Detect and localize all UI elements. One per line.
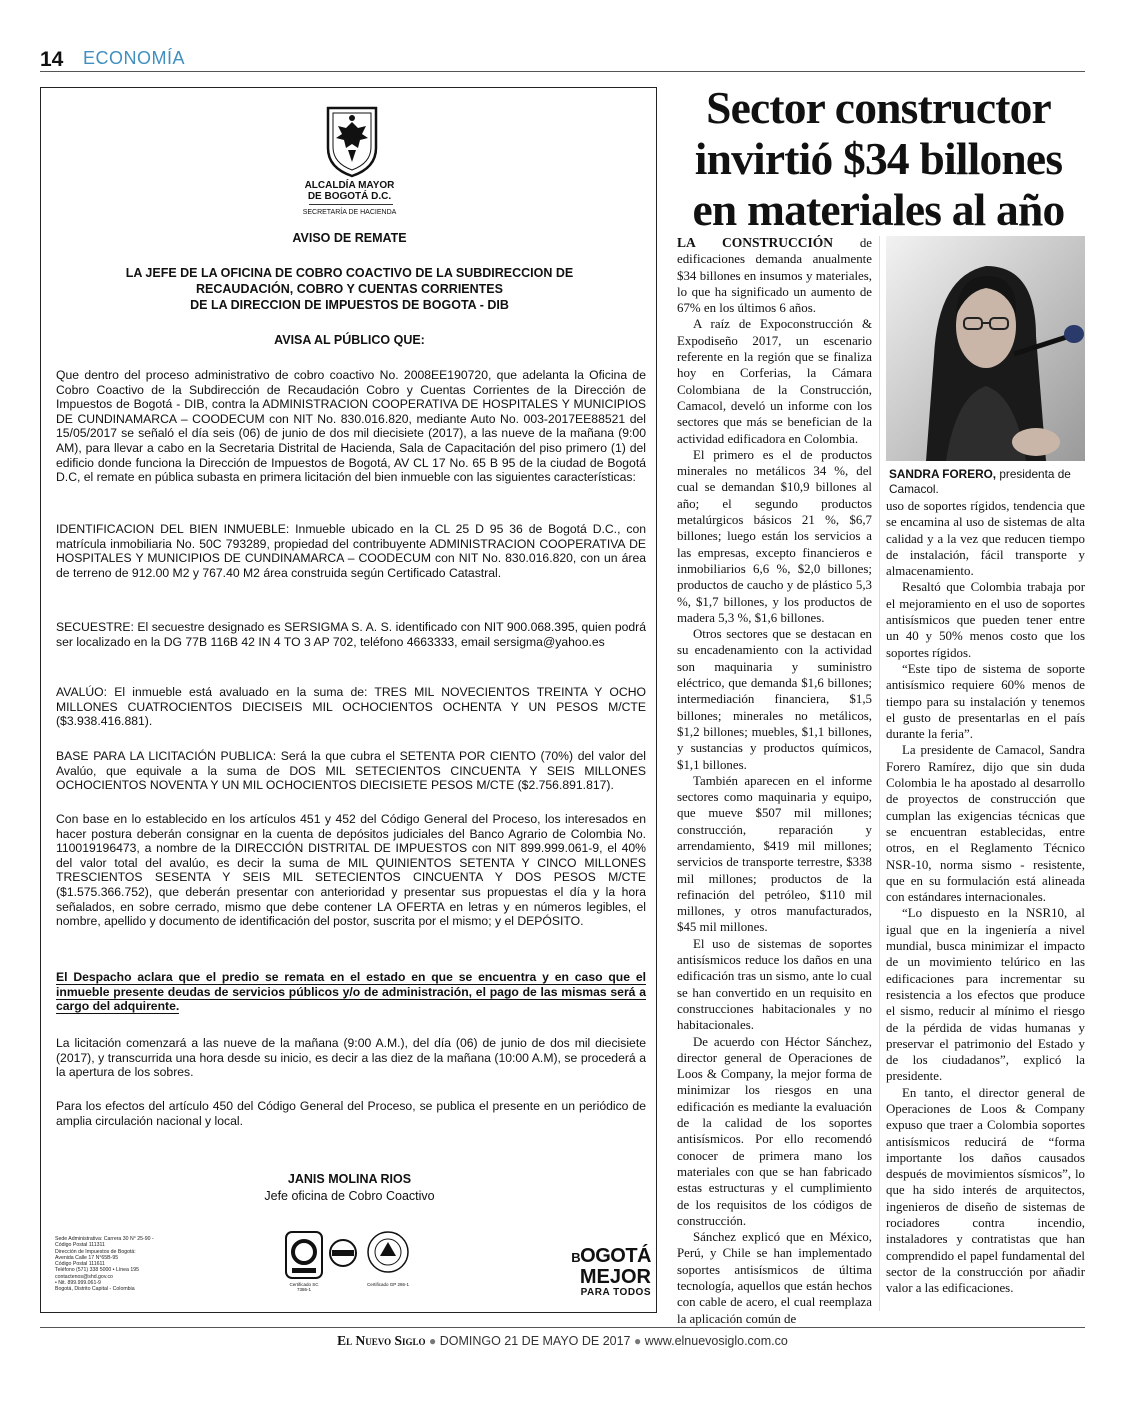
- article-paragraph: De acuerdo con Héctor Sánchez, director general de Operaciones de Loos & Company, la mejor forma de minimizar los riesgos en una edificación es mediante la evaluación de la calidad de los soportes antisísmicos. Por ello recomendó conocer de primera mano los materiales con que se han fabricado estas estructuras y el cumplimiento de los requisitos de los códigos de construcción.: [677, 1034, 872, 1228]
- address-line: Sede Administrativa: Carrera 30 N° 25-90 -: [55, 1236, 154, 1242]
- article-paragraph: En tanto, el director general de Operaciones de Loos & Company expuso que traer a Colombia soportes antisísmicos reducirá de “forma importante los daños causados después de movimientos sísmicos”, lo que ha sido interés de arquitectos, ingenieros de diseño de sistemas de rociadores contra incendio, instaladores y contratistas que han comprendido el papel fundamental del sector de la construcción por añadir valor a las edificaciones.: [886, 1085, 1085, 1296]
- website-url: www.elnuevosiglo.com.co: [644, 1334, 788, 1348]
- header-rule: [40, 71, 1085, 72]
- headline-line: Sector constructor: [706, 82, 1051, 133]
- article-paragraph: El primero es el de productos minerales no metálicos 34 %, del cual se demandan $10,9 billones al año; el segundo productos metalúrgicos básicos 21 %, $6,7 billones; luego están los servicios a las empresas, excepto financieros e inmobiliarios 6,6 %, $2,0 billones; productos de caucho y de plástico 5,3 %, $1,7 billones, y los productos de madera 5,3 %, $1,6 billones.: [677, 447, 872, 625]
- logo-letter: B: [571, 1250, 581, 1265]
- cert-label: Certificado SC 7386-1: [289, 1282, 319, 1292]
- article-paragraph: Otros sectores que se destacan en su encadenamiento con la actividad son maquinaria y suministro eléctrico, que demanda $1,6 billones; intermediación financiera, $1,5 billones; minerales no metálicos, $1,2 billones; muebles, $1,1 billones, y sustancias y productos químicos, $1,1 billones.: [677, 627, 872, 772]
- article-column-2: [886, 498, 1085, 1297]
- notice-paragraph: BASE PARA LA LICITACIÓN PUBLICA: Será la que cubra el SETENTA POR CIENTO (70%) del valor del Avalúo, que equivale a la suma de DOS MIL SETECIENTOS CINCUENTA Y SEIS MILLONES OCHOCIENTOS NOVENTA Y UN MIL OCHOCIENTOS DIECISIETE PESOS M/CTE ($2.756.891.817).: [56, 749, 646, 793]
- issue-date: DOMINGO 21 DE MAYO DE 2017: [439, 1334, 631, 1348]
- notice-paragraph: Con base en lo establecido en los artículos 451 y 452 del Código General del Proceso, los interesados en hacer postura deberán consignar en la cuenta de depósitos judiciales del Banco Agrario de Colombia No. 110019196473, a nombre de la DIRECCIÓN DISTRITAL DE IMPUESTOS con NIT 899.999.061-9, el 40% del valor total del avalúo, es decir la suma de MIL QUINIENTOS SETENTA Y CINCO MILLONES TRESCIENTOS SESENTA Y SEIS MIL SETECIENTOS CINCUENTA Y DOS PESOS M/CTE ($1.575.366.752), que deberán presentar con anterioridad y presentar sus propuestas el día y la hora señalados, en sobre cerrado, mismo que debe contener LA OFERTA en letras y en números legibles, el nombre, apellido y documento de identificación del postor, suscrita por el mismo; y el DEPÓSITO.: [56, 812, 646, 929]
- lead-caps: LA CONSTRUCCIÓN: [677, 235, 833, 250]
- notice-issuer: [41, 265, 658, 313]
- logo-line-1: [561, 1246, 651, 1268]
- issuer-line: LA JEFE DE LA OFICINA DE COBRO COACTIVO DE LA SUBDIRECCION DE: [125, 266, 574, 280]
- notice-paragraph: AVALÚO: El inmueble está avaluado en la suma de: TRES MIL NOVECIENTOS TREINTA Y OCHO MILLONES CUATROCIENTOS DIECISEIS MIL OCHOCIENTOS OCHENTA Y UN PESOS M/CTE ($3.938.416.881).: [56, 685, 646, 729]
- address-line: Teléfono (571) 338 5000 • Línea 195: [55, 1267, 140, 1274]
- address-line: Bogotá, Distrito Capital - Colombia: [55, 1286, 135, 1293]
- lead-text: de edificaciones demanda anualmente $34 billones en insumos y materiales, lo que ha significado un aumento de 67% en los últimos 6 años.: [677, 236, 872, 316]
- office-address: [55, 1236, 185, 1293]
- bullet-icon: ●: [428, 1334, 437, 1348]
- notice-title: AVISO DE REMATE: [292, 231, 407, 245]
- notice-avisa: AVISA AL PÚBLICO QUE:: [274, 333, 425, 347]
- logo-line-2: MEJOR: [579, 1266, 651, 1288]
- page-footer: [0, 1333, 1125, 1349]
- auction-notice: [40, 87, 657, 1313]
- issuer-line: DE LA DIRECCION DE IMPUESTOS DE BOGOTA - DIB: [190, 298, 509, 312]
- footer-rule: [40, 1327, 1085, 1328]
- address-line: • Nit. 899.999.061-9: [55, 1280, 101, 1287]
- crest-rule: [309, 204, 393, 205]
- article-paragraph: Resaltó que Colombia trabaja por el mejoramiento en el uso de soportes antisísmicos que pueden tener entre un 40 y 50% menos costo que los soportes rígidos.: [886, 580, 1085, 660]
- bullet-icon: ●: [633, 1334, 642, 1348]
- notice-paragraph: Que dentro del proceso administrativo de cobro coactivo No. 2008EE190720, que adelanta la Oficina de Cobro Coactivo de la Subdirección de Recaudación Cobro y Cuentas Corrientes de la Dirección de Impuestos de Bogotá - DIB, contra la ADMINISTRACION COOPERATIVA DE HOSPITALES Y MUNICIPIOS DE CUNDINAMARCA – COODECUM con NIT No. 830.016.820, mediante Auto No. 003-2017EE88521 del 15/05/2017 se señaló el día seis (06) de junio de dos mil diecisiete (2017), a las nueve de la mañana (9:00 AM), para llevar a cabo en la Secretaria Distrital de Hacienda, Sala de Capacitación del piso primero (1) del edificio donde funciona la Dirección de Impuestos de Bogotá, AV CL 17 No. 65 B 95 de la ciudad de Bogotá D.C, el remate en pública subasta en primera licitación del bien inmueble con las siguientes características:: [56, 368, 646, 485]
- column-divider: [879, 236, 880, 1311]
- photo-caption: [889, 467, 1085, 497]
- article-paragraph: “Lo dispuesto en la NSR10, al igual que en la ingeniería a nivel mundial, busca minimizar el impacto de un movimiento telúrico en las edificaciones para incrementar su resistencia a los efectos que produce el sismo, reducir al mínimo el riesgo de la pérdida de vidas humanas y preservar el patrimonio del Estado y de los ciudadanos”, explicó la presidente.: [886, 906, 1085, 1084]
- crest-line-1: ALCALDÍA MAYOR: [304, 180, 395, 191]
- article-paragraph: “Este tipo de sistema de soporte antisísmico requiere 60% menos de tiempo para su instalación y tenemos el gusto de presentarlas en el país durante la feria”.: [886, 661, 1085, 742]
- issuer-line: RECAUDACIÓN, COBRO Y CUENTAS CORRIENTES: [196, 282, 503, 296]
- caption-role: presidenta de Camacol.: [889, 467, 1071, 496]
- notice-paragraph: SECUESTRE: El secuestre designado es SERSIGMA S. A. S. identificado con NIT 900.068.395, quien podrá ser localizado en la DG 77B 116B 42 IN 4 TO 3 AP 702, teléfono 4663333, email sersigma@yahoo.es: [56, 620, 646, 649]
- article-headline: [672, 82, 1085, 235]
- article-paragraph: [677, 235, 872, 316]
- iqnet-seal-icon: [328, 1238, 358, 1278]
- newspaper-name: El Nuevo Siglo: [337, 1333, 426, 1348]
- quality-seal-icon: [366, 1230, 410, 1282]
- clarification-text: El Despacho aclara que el predio se remata en el estado en que se encuentra y en caso que el inmueble presente deudas de servicios públicos y/o de administración, el pago de las mismas será a cargo del adquirente.: [56, 970, 646, 1014]
- cert-label: Certificado GP 286-1: [367, 1282, 409, 1287]
- address-line: Avenida Calle 17 N°65B-95: [55, 1254, 119, 1261]
- notice-paragraph: La licitación comenzará a las nueve de la mañana (9:00 A.M.), del día (06) de junio de dos mil diecisiete (2017), y transcurrida una hora desde su inicio, es decir a las diez de la mañana (10:00 A.M), se procederá a la apertura de los sobres.: [56, 1036, 646, 1080]
- page-number: 14: [40, 48, 64, 71]
- crest-line-2: DE BOGOTÁ D.C.: [307, 191, 392, 202]
- logo-line-3: PARA TODOS: [580, 1287, 651, 1298]
- section-name: ECONOMÍA: [83, 48, 186, 68]
- notice-paragraph: Para los efectos del artículo 450 del Código General del Proceso, se publica el presente en un periódico de amplia circulación nacional y local.: [56, 1099, 646, 1128]
- article-paragraph: uso de soportes rígidos, tendencia que se encamina al uso de sistemas de alta calidad y a la vez que reducen tiempo de instalación, fácil transporte y almacenamiento.: [886, 499, 1085, 579]
- address-line: Dirección de Impuestos de Bogotá:: [55, 1248, 136, 1255]
- article-paragraph: El uso de sistemas de soportes antisísmicos reduce los daños en una edificación tras un sismo, ante lo cual se han convertido en un requisito en construcciones habitacionales y no habitacionales.: [677, 936, 872, 1033]
- notice-paragraph: IDENTIFICACION DEL BIEN INMUEBLE: Inmueble ubicado en la CL 25 D 95 36 de Bogotá D.C., con matrícula inmobiliaria No. 50C 793289, propiedad del contribuyente ADMINISTRACION COOPERATIVA DE HOSPITALES Y MUNICIPIOS DE CUNDINAMARCA – COODECUM con NIT No. 830.016.820, con un área de terreno de 912.00 M2 y 767.40 M2 área construida según Certificado Catastral.: [56, 522, 646, 580]
- article-paragraph: Sánchez explicó que en México, Perú, y Chile se han implementado soportes antisísmicos de última tecnología, aquellos que están hechos con cable de acero, el cual reemplaza la aplicación común de: [677, 1230, 872, 1326]
- sandra-forero-photo: [886, 236, 1085, 461]
- address-line: Código Postal 111311: [55, 1242, 105, 1249]
- logo-word: OGOTÁ: [580, 1245, 651, 1267]
- certification-logos: [284, 1230, 414, 1308]
- notice-clarification: [56, 970, 646, 1014]
- bogota-crest-icon: [324, 104, 380, 178]
- address-line: Código Postal 111611: [55, 1261, 105, 1268]
- headline-line: en materiales al año: [692, 184, 1065, 235]
- signer-name: JANIS MOLINA RIOS: [287, 1172, 412, 1186]
- crest-line-3: SECRETARÍA DE HACIENDA: [302, 209, 397, 216]
- page-header: [40, 44, 1085, 76]
- address-line: contactenos@shd.gov.co: [55, 1273, 113, 1280]
- headline-line: invirtió $34 billones: [694, 133, 1063, 184]
- bogota-mejor-logo: [561, 1246, 651, 1298]
- article-paragraph: A raíz de Expoconstrucción & Expodiseño 2017, un escenario referente en la región que se finaliza hoy en Corferias, la Cámara Colombiana de la Construcción, Camacol, develó un informe con los sectores que más se benefician de la actividad edificadora en Colombia.: [677, 317, 872, 446]
- caption-name: SANDRA FORERO,: [889, 467, 997, 481]
- article-column-1: [677, 235, 872, 1327]
- signer-role: Jefe oficina de Cobro Coactivo: [264, 1189, 435, 1203]
- article-paragraph: La presidente de Camacol, Sandra Forero Ramírez, dijo que sin duda Colombia le ha apostado al desarrollo de proyectos de construcción que cumplan las exigencias técnicas que se encuentran establecidas, entre otros, en el Reglamento Técnico NSR-10, norma sismo - resistente, que en su formulación está alineada con estándares internacionales.: [886, 743, 1085, 905]
- article-paragraph: También aparecen en el informe sectores como maquinaria y equipo, que mueve $507 mil millones; construcción, reparación y arrendamiento, $419 mil millones; servicios de transporte terrestre, $338 mil millones; productos de la refinación del petróleo, $110 mil millones, y otros manufacturados, $45 mil millones.: [677, 773, 872, 935]
